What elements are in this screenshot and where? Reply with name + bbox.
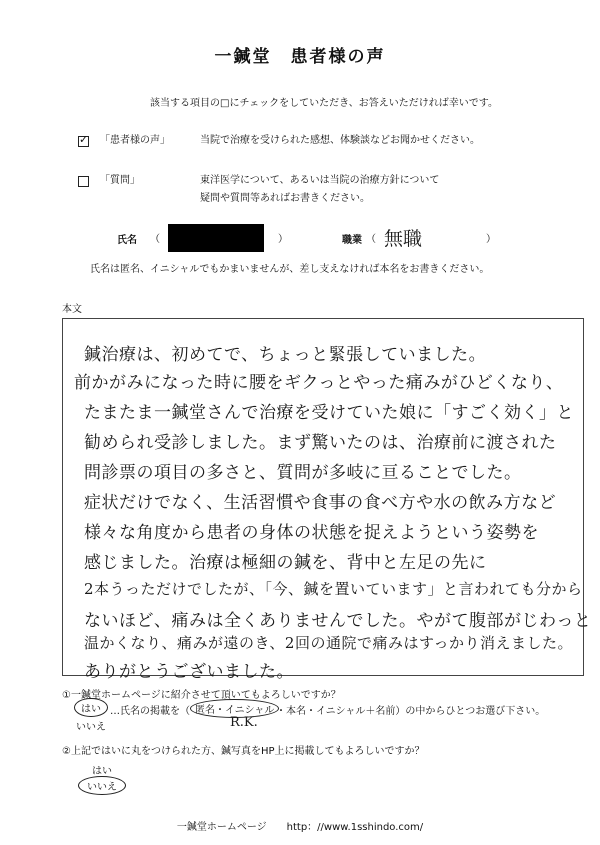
essay-line: ありがとうございました。 [84, 662, 294, 682]
q1-selected-option[interactable]: 匿名・イニシャル [190, 699, 279, 718]
checkmark-icon [78, 136, 89, 147]
occupation-value: 無職 [384, 228, 423, 250]
essay-line: たまたま一鍼堂さんで治療を受けていた娘に「すごく効く」と [84, 403, 574, 423]
essay-line: 勧められ受診しました。まず驚いたのは、治療前に渡された [84, 433, 557, 453]
option-voice-label: 「患者様の声」 [100, 135, 170, 146]
name-paren-open: （ [150, 234, 160, 245]
occupation-paren-open: （ [366, 234, 376, 245]
option-voice-text: 当院で治療を受けられた感想、体験談などお聞かせください。 [200, 135, 480, 146]
name-label: 氏名 [117, 235, 137, 246]
essay-line: 鍼治療は、初めてで、ちょっと緊張していました。 [84, 345, 487, 365]
essay-line: 症状だけでなく、生活習慣や食事の食べ方や水の飲み方など [84, 493, 557, 513]
instructions: 該当する項目の□にチェックをしていただき、お答えいただければ幸いです。 [150, 98, 498, 109]
q1-yes-circled[interactable]: はい [74, 698, 108, 717]
option-question-text: 東洋医学について、あるいは当院の治療方針について [200, 175, 440, 186]
q1-desc-rest: ・本名・イニシャル＋名前）の中からひとつお選び下さい。 [276, 706, 546, 717]
option-question-text2: 疑問や質問等あればお書きください。 [200, 193, 370, 204]
q2-yes[interactable]: はい [92, 766, 112, 777]
essay-line: 前かがみになった時に腰をギクっとやった痛みがひどくなり、 [74, 373, 564, 393]
q2-no-circled[interactable]: いいえ [78, 776, 126, 795]
q1-text: ①一鍼堂ホームページに紹介させて頂いてもよろしいですか？ [62, 690, 341, 701]
q1-desc-prefix: …氏名の掲載を（ [110, 706, 190, 717]
occupation-label: 職業 [342, 235, 362, 246]
occupation-paren-close: ） [486, 234, 496, 245]
q1-no[interactable]: いいえ [76, 722, 106, 733]
q2-text: ②上記ではいに丸をつけられた方、鍼写真をHP上に掲載してもよろしいですか？ [62, 746, 425, 757]
voice-checkbox[interactable] [78, 131, 89, 150]
essay-line: 様々な角度から患者の身体の状態を捉えようという姿勢を [84, 523, 539, 543]
anonymity-note: 氏名は匿名、イニシャルでもかまいませんが、差し支えなければ本名をお書きください。 [90, 264, 490, 275]
question-checkbox[interactable] [78, 171, 89, 190]
option-question-label: 「質問」 [100, 175, 140, 186]
redacted-name [168, 224, 264, 252]
footer-url: 一鍼堂ホームページ http：//www.1sshindo.com/ [176, 822, 424, 833]
q1-initials: R.K. [230, 715, 258, 730]
essay-line: 2本うっただけでしたが、「今、鍼を置いています」と言われても分から [84, 580, 583, 598]
page-title: 一鍼堂 患者様の声 [214, 47, 386, 67]
body-label: 本文 [62, 304, 82, 315]
essay-line: 感じました。治療は極細の鍼を、背中と左足の先に [84, 553, 487, 573]
essay-line: ないほど、痛みは全くありませんでした。やがて腹部がじわっと [84, 611, 592, 631]
essay-line: 温かくなり、痛みが遠のき、2回の通院で痛みはすっかり消えました。 [84, 634, 574, 652]
name-paren-close: ） [278, 234, 288, 245]
essay-line: 問診票の項目の多さと、質問が多岐に亘ることでした。 [84, 463, 522, 483]
